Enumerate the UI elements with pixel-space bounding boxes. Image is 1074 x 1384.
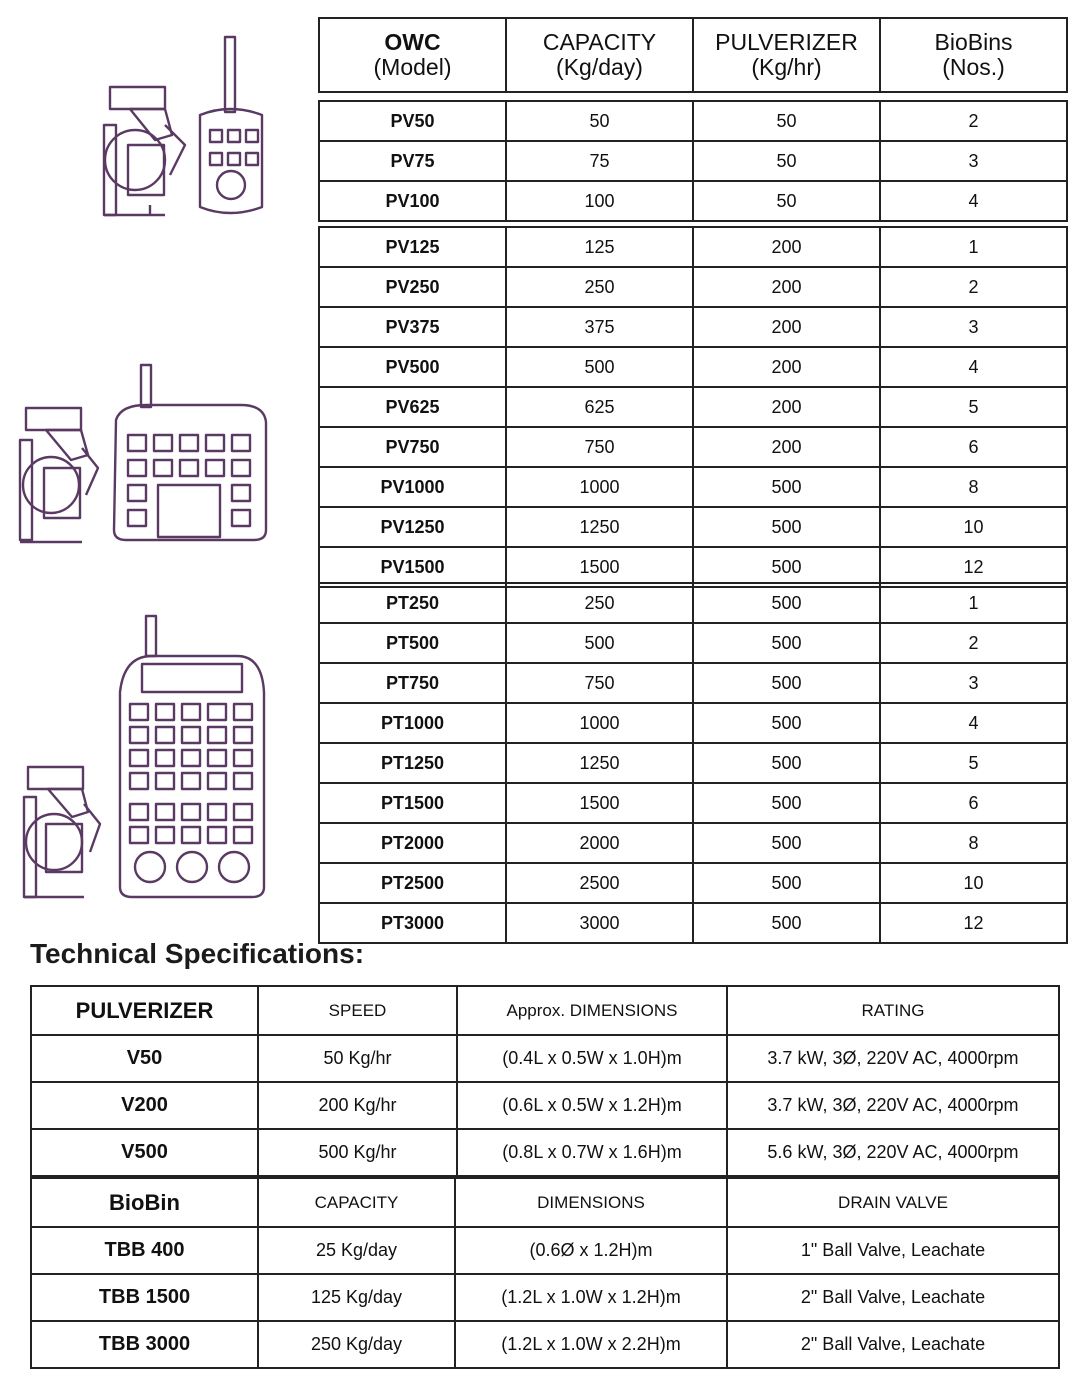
value-cell: 1 [880, 583, 1067, 623]
value-cell: (0.4L x 0.5W x 1.0H)m [457, 1035, 727, 1082]
header-dimensions: Approx. DIMENSIONS [457, 986, 727, 1035]
model-cell: PV75 [319, 141, 506, 181]
table-row [319, 181, 1067, 221]
value-cell: 1 [880, 227, 1067, 267]
model-cell: V50 [31, 1035, 258, 1082]
model-cell: PV1250 [319, 507, 506, 547]
value-cell: 50 [693, 181, 880, 221]
value-cell: 125 [506, 227, 693, 267]
model-cell: PV625 [319, 387, 506, 427]
value-cell: 100 [506, 181, 693, 221]
value-cell: 125 Kg/day [258, 1274, 455, 1321]
value-cell: 3000 [506, 903, 693, 943]
owc-group-2-table [318, 226, 1068, 588]
value-cell: 500 [693, 547, 880, 587]
value-cell: 3 [880, 141, 1067, 181]
value-cell: 50 [693, 101, 880, 141]
value-cell: 4 [880, 703, 1067, 743]
model-cell: PT750 [319, 663, 506, 703]
value-cell: 200 [693, 427, 880, 467]
value-cell: 200 [693, 267, 880, 307]
table-row [319, 623, 1067, 663]
value-cell: 8 [880, 467, 1067, 507]
value-cell: 10 [880, 507, 1067, 547]
value-cell: 75 [506, 141, 693, 181]
value-cell: 250 [506, 267, 693, 307]
header-speed: SPEED [258, 986, 457, 1035]
owc-group-1-table [318, 100, 1068, 222]
value-cell: 500 [693, 703, 880, 743]
table-row [319, 903, 1067, 943]
value-cell: 3 [880, 663, 1067, 703]
header-rating: RATING [727, 986, 1059, 1035]
value-cell: 500 [693, 583, 880, 623]
model-cell: PT1000 [319, 703, 506, 743]
value-cell: 500 [693, 507, 880, 547]
model-cell: PV100 [319, 181, 506, 221]
value-cell: (1.2L x 1.0W x 1.2H)m [455, 1274, 727, 1321]
value-cell: 4 [880, 347, 1067, 387]
model-cell: PV1500 [319, 547, 506, 587]
value-cell: 1" Ball Valve, Leachate [727, 1227, 1059, 1274]
value-cell: 500 [506, 347, 693, 387]
value-cell: 2 [880, 267, 1067, 307]
large-owc-illustration-icon [22, 612, 282, 902]
value-cell: (0.6L x 0.5W x 1.2H)m [457, 1082, 727, 1129]
model-cell: PV500 [319, 347, 506, 387]
model-cell: PT1500 [319, 783, 506, 823]
value-cell: 2000 [506, 823, 693, 863]
table-row [319, 427, 1067, 467]
table-row [319, 783, 1067, 823]
value-cell: 2500 [506, 863, 693, 903]
table-row [319, 267, 1067, 307]
value-cell: 1500 [506, 783, 693, 823]
value-cell: (0.8L x 0.7W x 1.6H)m [457, 1129, 727, 1176]
value-cell: 500 [693, 783, 880, 823]
table-row [31, 1035, 1059, 1082]
value-cell: 200 [693, 307, 880, 347]
table-row [319, 507, 1067, 547]
small-owc-illustration-icon [100, 35, 275, 225]
model-cell: PT250 [319, 583, 506, 623]
model-cell: V500 [31, 1129, 258, 1176]
model-cell: PV375 [319, 307, 506, 347]
value-cell: 500 Kg/hr [258, 1129, 457, 1176]
table-row [319, 347, 1067, 387]
header-capacity: CAPACITY [258, 1178, 455, 1227]
value-cell: 1000 [506, 703, 693, 743]
value-cell: 3 [880, 307, 1067, 347]
medium-owc-illustration-icon [16, 360, 276, 550]
value-cell: 2" Ball Valve, Leachate [727, 1274, 1059, 1321]
value-cell: 8 [880, 823, 1067, 863]
technical-specifications-title: Technical Specifications: [30, 938, 365, 969]
value-cell: 750 [506, 663, 693, 703]
value-cell: 4 [880, 181, 1067, 221]
value-cell: 500 [693, 663, 880, 703]
table-row [31, 1274, 1059, 1321]
table-row [319, 307, 1067, 347]
biobin-spec-table [30, 1177, 1060, 1369]
table-row [319, 387, 1067, 427]
value-cell: 2" Ball Valve, Leachate [727, 1321, 1059, 1368]
value-cell: 200 [693, 227, 880, 267]
table-row [319, 467, 1067, 507]
value-cell: 12 [880, 547, 1067, 587]
owc-header-table [318, 17, 1068, 93]
value-cell: 5.6 kW, 3Ø, 220V AC, 4000rpm [727, 1129, 1059, 1176]
model-cell: PV250 [319, 267, 506, 307]
table-row [319, 583, 1067, 623]
value-cell: 6 [880, 427, 1067, 467]
table-row [31, 1321, 1059, 1368]
table-row [319, 863, 1067, 903]
header-cell-capacity: CAPACITY (Kg/day) [506, 18, 693, 92]
model-cell: PT3000 [319, 903, 506, 943]
table-row [319, 703, 1067, 743]
biobin-header-row [31, 1178, 1059, 1227]
value-cell: 250 Kg/day [258, 1321, 455, 1368]
value-cell: 5 [880, 743, 1067, 783]
model-cell: PV750 [319, 427, 506, 467]
value-cell: 625 [506, 387, 693, 427]
owc-header-row [319, 18, 1067, 92]
table-row [319, 823, 1067, 863]
table-row [31, 1082, 1059, 1129]
model-cell: V200 [31, 1082, 258, 1129]
value-cell: 500 [693, 743, 880, 783]
value-cell: 1000 [506, 467, 693, 507]
header-cell-biobins: BioBins (Nos.) [880, 18, 1067, 92]
value-cell: 375 [506, 307, 693, 347]
table-row [319, 663, 1067, 703]
value-cell: 1250 [506, 507, 693, 547]
model-cell: TBB 1500 [31, 1274, 258, 1321]
model-cell: PV125 [319, 227, 506, 267]
value-cell: 750 [506, 427, 693, 467]
value-cell: 2 [880, 101, 1067, 141]
table-row [319, 227, 1067, 267]
value-cell: 50 Kg/hr [258, 1035, 457, 1082]
header-biobin: BioBin [31, 1178, 258, 1227]
model-cell: PT500 [319, 623, 506, 663]
model-cell: PT1250 [319, 743, 506, 783]
value-cell: 500 [506, 623, 693, 663]
value-cell: 50 [506, 101, 693, 141]
model-cell: PV50 [319, 101, 506, 141]
value-cell: 500 [693, 467, 880, 507]
value-cell: 500 [693, 623, 880, 663]
model-cell: TBB 3000 [31, 1321, 258, 1368]
header-pulverizer: PULVERIZER [31, 986, 258, 1035]
value-cell: 10 [880, 863, 1067, 903]
value-cell: 5 [880, 387, 1067, 427]
table-row [319, 743, 1067, 783]
value-cell: 1250 [506, 743, 693, 783]
header-dimensions: DIMENSIONS [455, 1178, 727, 1227]
value-cell: 500 [693, 823, 880, 863]
value-cell: (0.6Ø x 1.2H)m [455, 1227, 727, 1274]
pulverizer-header-row [31, 986, 1059, 1035]
value-cell: 250 [506, 583, 693, 623]
value-cell: 500 [693, 903, 880, 943]
value-cell: 200 [693, 347, 880, 387]
value-cell: 6 [880, 783, 1067, 823]
value-cell: 25 Kg/day [258, 1227, 455, 1274]
model-cell: PV1000 [319, 467, 506, 507]
value-cell: 200 [693, 387, 880, 427]
value-cell: 200 Kg/hr [258, 1082, 457, 1129]
value-cell: 500 [693, 863, 880, 903]
header-cell-pulverizer: PULVERIZER (Kg/hr) [693, 18, 880, 92]
value-cell: 3.7 kW, 3Ø, 220V AC, 4000rpm [727, 1035, 1059, 1082]
model-cell: TBB 400 [31, 1227, 258, 1274]
value-cell: 12 [880, 903, 1067, 943]
value-cell: 2 [880, 623, 1067, 663]
model-cell: PT2000 [319, 823, 506, 863]
header-cell-model: OWC (Model) [319, 18, 506, 92]
value-cell: (1.2L x 1.0W x 2.2H)m [455, 1321, 727, 1368]
owc-group-3-table [318, 582, 1068, 944]
value-cell: 3.7 kW, 3Ø, 220V AC, 4000rpm [727, 1082, 1059, 1129]
header-drain-valve: DRAIN VALVE [727, 1178, 1059, 1227]
model-cell: PT2500 [319, 863, 506, 903]
table-row [319, 141, 1067, 181]
table-row [31, 1227, 1059, 1274]
value-cell: 50 [693, 141, 880, 181]
pulverizer-spec-table [30, 985, 1060, 1177]
table-row [319, 547, 1067, 587]
table-row [31, 1129, 1059, 1176]
value-cell: 1500 [506, 547, 693, 587]
table-row [319, 101, 1067, 141]
